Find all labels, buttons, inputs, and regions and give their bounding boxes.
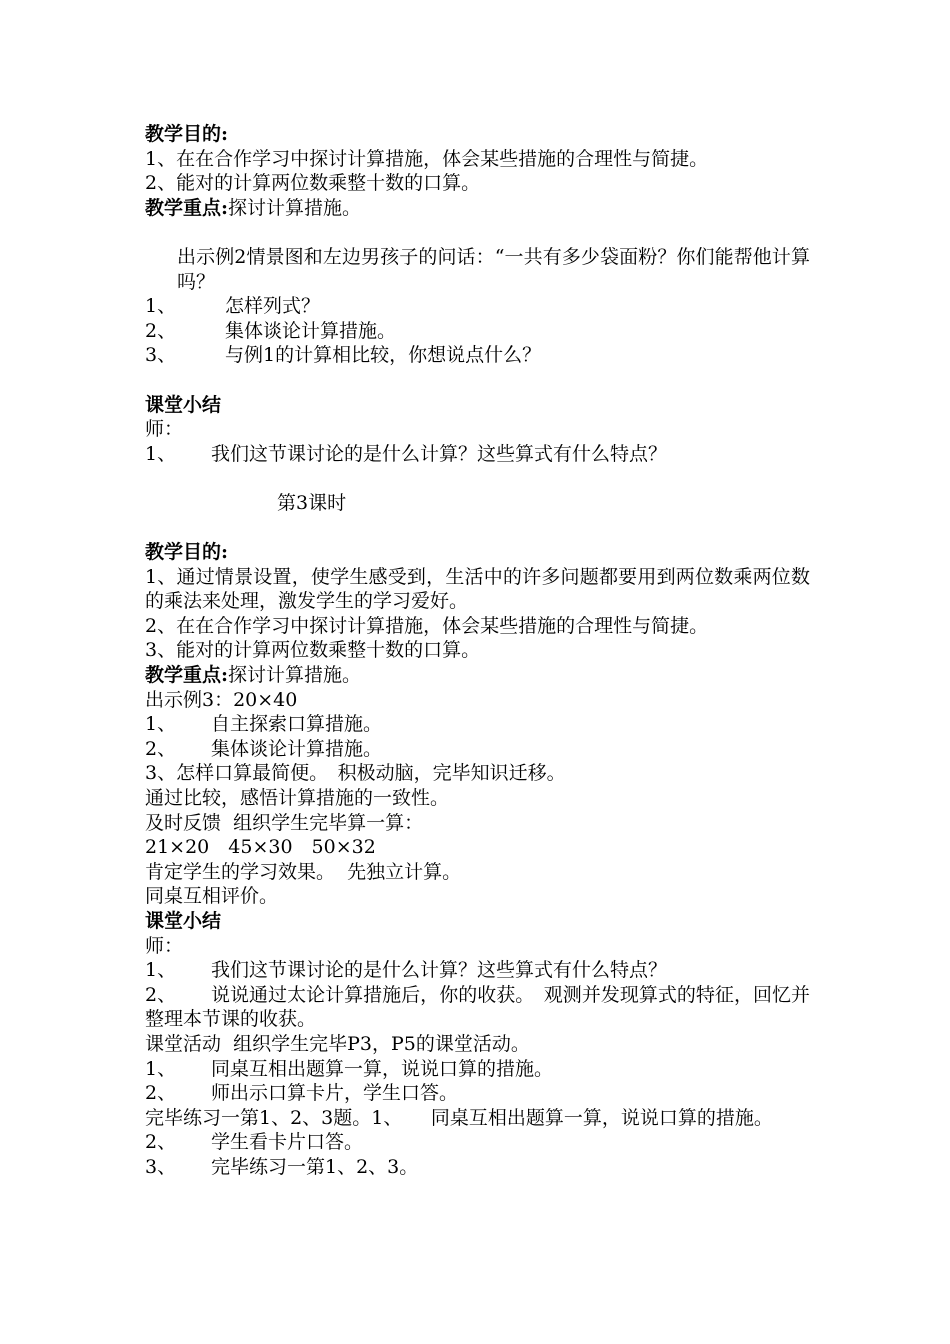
list-number: 1、 (145, 295, 177, 318)
exercise-line: 21×20 45×30 50×32 (145, 836, 376, 859)
key-point-text: 探讨计算措施。 (228, 664, 362, 687)
list-item (145, 1130, 810, 1155)
list-text: 同桌互相出题算一算，说说口算的措施。 (211, 1057, 554, 1080)
goal-heading: 教学目的: (145, 541, 229, 564)
list-item (145, 1081, 810, 1106)
list-item-wrapped (145, 983, 810, 1032)
goal-heading: 教学目的: (145, 123, 229, 145)
list-number: 2、 (145, 737, 177, 760)
list-text: 我们这节课讨论的是什么计算？这些算式有什么特点？ (211, 442, 668, 465)
affirm-line: 肯定学生的学习效果。 先独立计算。 (145, 860, 462, 883)
activity-line: 课堂活动 组织学生完毕P3，P5的课堂活动。 (145, 1032, 530, 1055)
list-number: 2、 (145, 983, 177, 1006)
list-item (145, 442, 810, 467)
list-number: 1、 (145, 1057, 177, 1080)
goal-item: 1、在在合作学习中探讨计算措施，体会某些措施的合理性与简捷。 (145, 147, 709, 170)
list-text: 完毕练习一第1、2、3。 (211, 1155, 419, 1178)
document-page (145, 122, 810, 1180)
summary-heading: 课堂小结 (145, 393, 222, 416)
list-text: 学生看卡片口答。 (211, 1131, 364, 1154)
list-number: 1、 (145, 713, 177, 736)
peer-line: 同桌互相评价。 (145, 885, 279, 908)
key-point (145, 196, 810, 221)
compare-line: 通过比较，感悟计算措施的一致性。 (145, 787, 450, 810)
practice-paragraph: 完毕练习一第1、2、3题。1、 同桌互相出题算一算，说说口算的措施。 (145, 1106, 773, 1129)
spacer (145, 516, 810, 541)
goal-item: 2、在在合作学习中探讨计算措施，体会某些措施的合理性与简捷。 (145, 614, 709, 637)
goal-item: 3、能对的计算两位数乘整十数的口算。 (145, 639, 481, 662)
list-text: 与例1的计算相比较，你想说点什么？ (225, 344, 542, 367)
list-item (145, 294, 810, 319)
list-text: 集体谈论计算措施。 (225, 319, 397, 342)
list-number: 1、 (145, 442, 177, 465)
list-item (145, 343, 810, 368)
list-item (145, 319, 810, 344)
list-item (145, 958, 810, 983)
list-text: 师出示口算卡片，学生口答。 (211, 1082, 459, 1105)
example-line: 出示例3：20×40 (145, 688, 298, 711)
list-number: 2、 (145, 1082, 177, 1105)
intro-paragraph: 出示例2情景图和左边男孩子的问话：“一共有多少袋面粉？你们能帮他计算吗？ (177, 245, 810, 293)
list-number: 1、 (145, 959, 177, 982)
list-item (145, 737, 810, 762)
key-point-text: 探讨计算措施。 (228, 196, 362, 219)
spacer (145, 466, 810, 491)
teacher-label: 师： (145, 934, 184, 957)
list-text: 怎样列式？ (225, 295, 321, 318)
list-text: 我们这节课讨论的是什么计算？这些算式有什么特点？ (211, 959, 668, 982)
list-item (145, 712, 810, 737)
step-line: 3、怎样口算最简便。 积极动脑，完毕知识迁移。 (145, 762, 566, 785)
goal-item: 1、通过情景设置，使学生感受到，生活中的许多问题都要用到两位数乘两位数的乘法来处理，激发学生的学习爱好。 (145, 565, 810, 613)
key-point-label: 教学重点: (145, 664, 229, 687)
lesson-title: 第3课时 (277, 491, 347, 514)
list-text: 自主探索口算措施。 (211, 713, 383, 736)
list-number: 2、 (145, 319, 177, 342)
list-number: 3、 (145, 1155, 177, 1178)
key-point-label: 教学重点: (145, 196, 229, 219)
key-point (145, 663, 810, 688)
list-text: 集体谈论计算措施。 (211, 737, 383, 760)
spacer (145, 368, 810, 393)
list-text: 说说通过太论计算措施后，你的收获。 观测并发现算式的特征，回忆并整理本节课的收获。 (145, 983, 810, 1031)
teacher-label: 师： (145, 418, 184, 441)
summary-heading: 课堂小结 (145, 910, 222, 932)
spacer (145, 220, 810, 245)
list-number: 3、 (145, 344, 177, 367)
feedback-line: 及时反馈 组织学生完毕算一算： (145, 811, 424, 834)
list-item (145, 1155, 810, 1180)
list-item (145, 1057, 810, 1082)
goal-item: 2、能对的计算两位数乘整十数的口算。 (145, 172, 481, 195)
list-number: 2、 (145, 1131, 177, 1154)
